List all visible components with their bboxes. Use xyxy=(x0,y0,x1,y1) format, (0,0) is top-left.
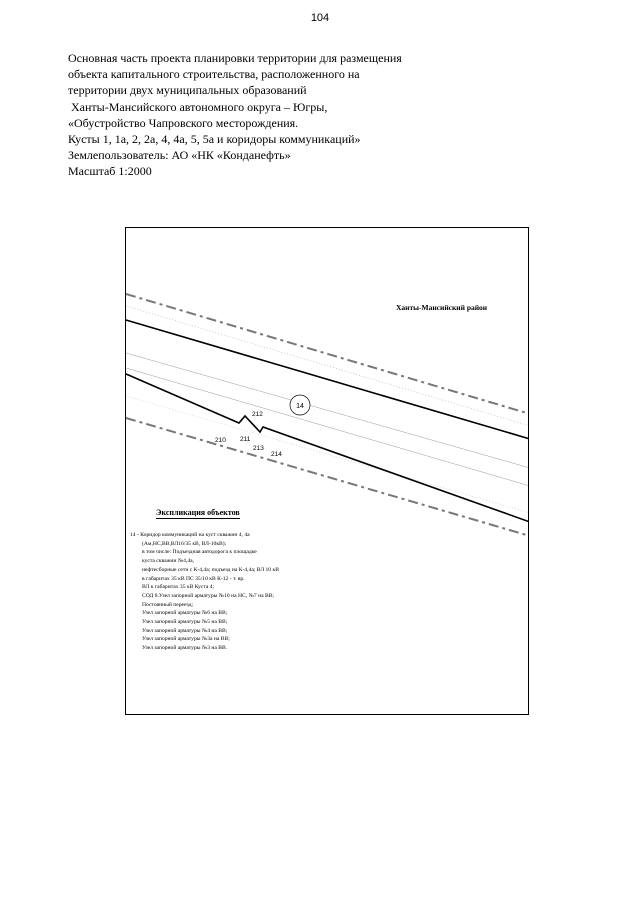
legend-title: Экспликация объектов xyxy=(156,508,240,517)
header-line: Основная часть проекта планировки территории для размещения xyxy=(68,51,402,65)
corridor-boundary-upper xyxy=(126,320,529,439)
legend-line: 14 - Коридор коммуникаций на куст скважин 4, 4а xyxy=(130,532,250,538)
header-line: Кусты 1, 1а, 2, 2а, 4, 4а, 5, 5а и коридоры коммуникаций» xyxy=(68,132,361,147)
header-line: Масштаб 1:2000 xyxy=(68,164,152,179)
planning-map xyxy=(125,227,529,715)
dashed-boundary-upper xyxy=(126,294,529,414)
point-label: 210 xyxy=(215,437,226,444)
document-header xyxy=(68,50,548,180)
point-label: 214 xyxy=(271,451,282,458)
header-line: Землепользователь: АО «НК «Конданефть» xyxy=(68,148,291,163)
legend-line: в габаритах 35 кВ ПС 35/10 кВ К-12 - т. вр. xyxy=(142,575,245,582)
header-line: «Обустройство Чапровского месторождения. xyxy=(68,115,299,130)
legend-line: (Ам,НС,ВВ,ВЛ16/35 кВ, ВЛ-10кВ); xyxy=(142,540,227,547)
thin-line-1 xyxy=(126,306,529,426)
point-label: 212 xyxy=(252,411,263,418)
header-line: Ханты-Мансийского автономного округа – Югры, xyxy=(68,99,328,114)
thin-line-3 xyxy=(126,368,529,486)
legend-line: СОД 8.Узел запорной арматуры №10 на НС, №7 на ВВ; xyxy=(142,592,274,599)
legend-line: нефтесборные сети с К-4,4а; подъезд на К-4,4а; ВЛ 10 кВ xyxy=(142,566,279,573)
point-label: 213 xyxy=(253,445,264,452)
objects-legend xyxy=(130,502,430,653)
legend-line: ВЛ к габаритах 35 кВ Куста 4; xyxy=(142,584,215,591)
page-number: 104 xyxy=(310,12,330,24)
legend-line: Узел запорной арматуры №4 на ВВ; xyxy=(142,627,228,634)
legend-line: Узел запорной арматуры №3 на ВВ. xyxy=(142,645,228,652)
legend-lines xyxy=(130,531,430,653)
legend-line: Узел запорной арматуры №3а на ВВ; xyxy=(142,636,230,643)
legend-line: Узел запорной арматуры №5 на ВВ; xyxy=(142,619,228,626)
legend-line: Постоянный переезд; xyxy=(142,601,194,608)
header-line: территории двух муниципальных образований xyxy=(68,83,307,98)
zone-number: 14 xyxy=(296,403,304,410)
thin-line-4 xyxy=(126,396,529,513)
legend-line: Узел запорной арматуры №6 на ВВ; xyxy=(142,610,228,617)
legend-line: куста скважин №4,4а, xyxy=(142,558,195,565)
header-line: объекта капитального строительства, расположенного на xyxy=(68,67,360,82)
district-label: Ханты-Мансийский район xyxy=(396,303,488,312)
legend-line: в том числе: Подъездная автодорога к площадке xyxy=(142,549,257,556)
point-label: 211 xyxy=(240,436,251,443)
